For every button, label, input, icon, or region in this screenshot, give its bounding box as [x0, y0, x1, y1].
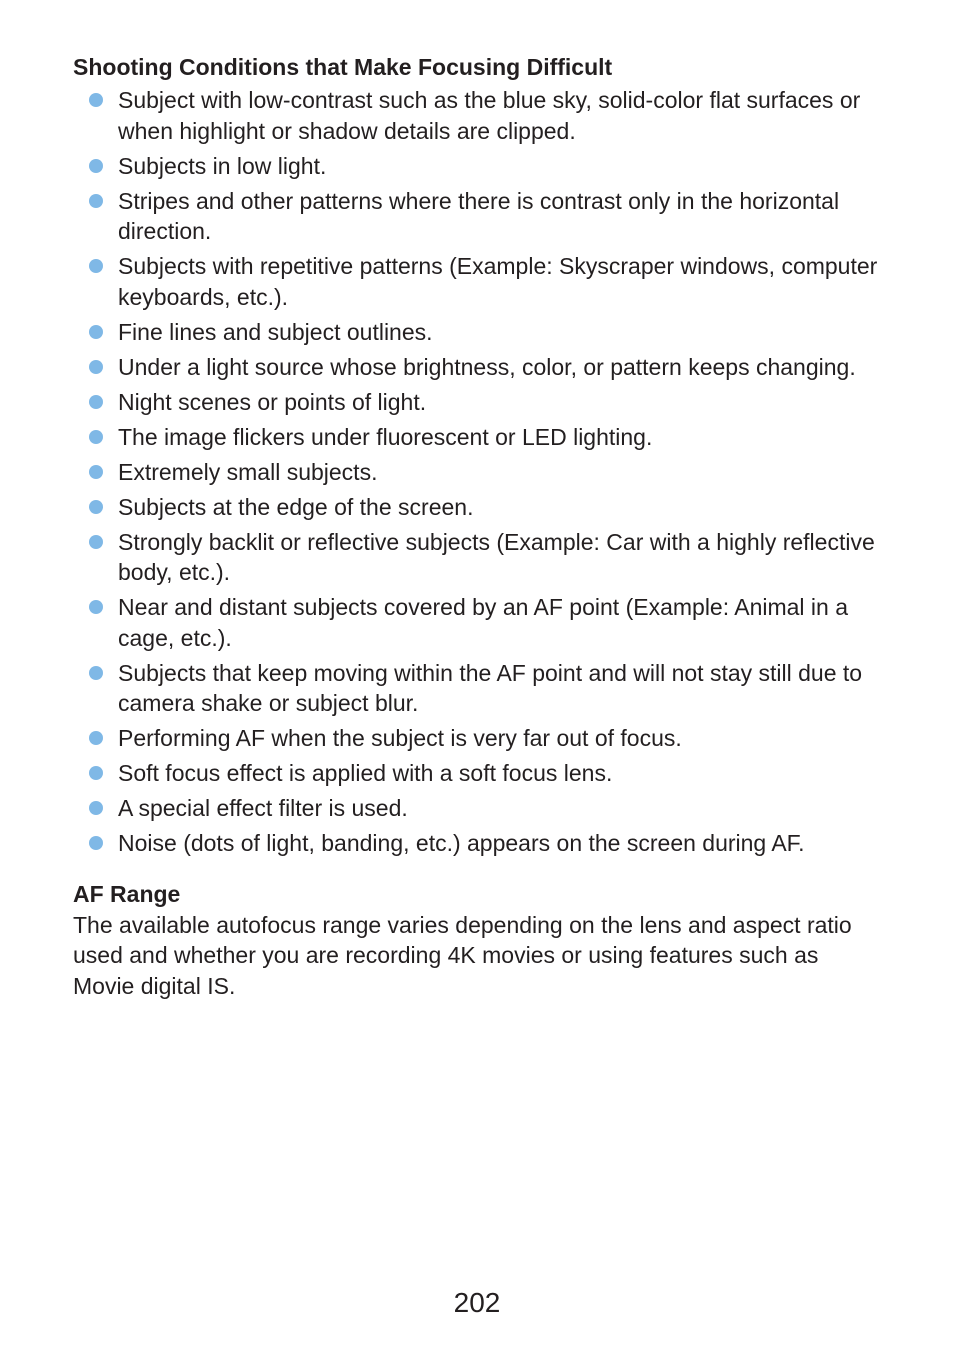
list-item [73, 723, 883, 754]
bullet-dot-icon [89, 766, 103, 780]
list-item [73, 658, 883, 719]
list-item-text: Strongly backlit or reflective subjects (Example: Car with a highly reflective body, etc.). [118, 528, 875, 585]
af-range-paragraph: The available autofocus range varies depending on the lens and aspect ratio used and whether you are recording 4K movies or using features such as Movie digital IS. [73, 911, 852, 999]
bullet-dot-icon [89, 731, 103, 745]
bullet-dot-icon [89, 600, 103, 614]
bullet-dot-icon [89, 430, 103, 444]
list-item-text: The image flickers under fluorescent or LED lighting. [118, 423, 653, 450]
bullet-dot-icon [89, 535, 103, 549]
bullet-dot-icon [89, 360, 103, 374]
bullet-dot-icon [89, 500, 103, 514]
list-item-text: Noise (dots of light, banding, etc.) appears on the screen during AF. [118, 830, 805, 856]
list-item-text: Subjects at the edge of the screen. [118, 493, 474, 520]
list-item [73, 492, 883, 523]
list-item [73, 793, 883, 824]
bullet-dot-icon [89, 93, 103, 107]
bullet-dot-icon [89, 836, 103, 850]
list-item [73, 758, 883, 789]
bullet-dot-icon [89, 666, 103, 680]
difficult-conditions-list [73, 85, 883, 859]
list-item [73, 317, 883, 348]
list-item [73, 85, 883, 146]
list-item-text: Fine lines and subject outlines. [118, 318, 433, 345]
list-item-text: Subjects in low light. [118, 152, 327, 179]
list-item [73, 186, 883, 247]
section-heading-focusing-difficult: Shooting Conditions that Make Focusing Difficult [73, 54, 613, 80]
list-item-text: Subjects that keep moving within the AF point and will not stay still due to camera shake or subject blur. [118, 659, 863, 716]
list-item-text: Under a light source whose brightness, color, or pattern keeps changing. [118, 353, 856, 380]
list-item [73, 828, 883, 859]
section-heading-af-range: AF Range [73, 880, 181, 907]
list-item-text: Extremely small subjects. [118, 458, 378, 485]
bullet-dot-icon [89, 325, 103, 339]
bullet-dot-icon [89, 395, 103, 409]
page-content [73, 52, 883, 1001]
list-item [73, 352, 883, 383]
list-item [73, 251, 883, 312]
list-item [73, 527, 883, 588]
list-item [73, 387, 883, 418]
bullet-dot-icon [89, 465, 103, 479]
list-item-text: Stripes and other patterns where there is contrast only in the horizontal direction. [118, 187, 840, 244]
bullet-dot-icon [89, 159, 103, 173]
bullet-dot-icon [89, 801, 103, 815]
bullet-dot-icon [89, 194, 103, 208]
list-item [73, 151, 883, 182]
page-number: 202 [453, 1287, 501, 1318]
list-item-text: Subject with low-contrast such as the blue sky, solid-color flat surfaces or when highlight or shadow details are clipped. [118, 87, 861, 144]
list-item [73, 422, 883, 453]
list-item-text: Subjects with repetitive patterns (Example: Skyscraper windows, computer keyboards, etc.). [118, 253, 878, 310]
list-item-text: Near and distant subjects covered by an AF point (Example: Animal in a cage, etc.). [118, 594, 849, 651]
list-item-text: Soft focus effect is applied with a soft focus lens. [118, 760, 613, 786]
list-item-text: A special effect filter is used. [118, 795, 408, 821]
list-item [73, 457, 883, 488]
bullet-dot-icon [89, 259, 103, 273]
list-item-text: Performing AF when the subject is very far out of focus. [118, 725, 682, 751]
list-item-text: Night scenes or points of light. [118, 388, 427, 415]
list-item [73, 592, 883, 653]
